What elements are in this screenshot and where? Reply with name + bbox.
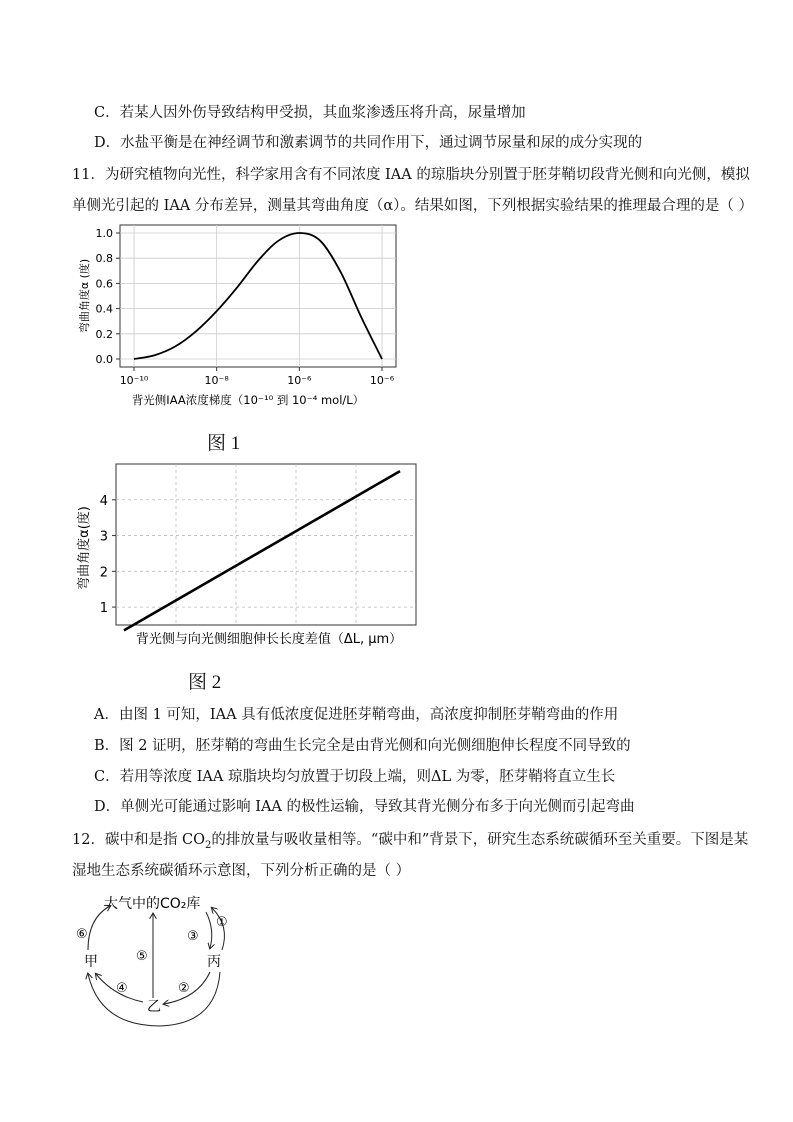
arrow-label-3: ③ [187,929,199,944]
figure2-yticks [100,494,116,616]
co2-pool-label: 大气中的CO₂库 [104,896,201,912]
option-d-previous: D．水盐平衡是在神经调节和激素调节的共同作用下，通过调节尿量和尿的成分实现的 [94,135,643,151]
arrow-label-6: ⑥ [76,927,88,942]
q12-stem-subscript: 2 [205,839,212,851]
arrow-label-2: ② [178,981,190,996]
figure1-ytick-label: 0.0 [95,353,113,366]
q11-stem-line2: 单侧光引起的 IAA 分布差异，测量其弯曲角度（α）。结果如图，下列根据实验结果的推理最合理的是（ ） [72,198,754,214]
q11-stem-line1: 11．为研究植物向光性，科学家用含有不同浓度 IAA 的琼脂块分别置于胚芽鞘切段背光侧和向光侧，模拟 [72,167,750,183]
figure1-ytick-label: 0.2 [95,327,113,341]
figure1-xtick-label: 10⁻⁸ [204,374,229,387]
node-jia: 甲 [84,954,98,970]
figure1-yticks [96,227,121,366]
figure1-ytick-label: 0.8 [95,252,113,266]
option-c-previous: C．若某人因外伤导致结构甲受损，其血浆渗透压将升高，尿量增加 [94,105,526,121]
figure1-xlabel: 背光侧IAA浓度梯度（10⁻¹⁰ 到 10⁻⁴ mol/L） [131,393,365,407]
figure2-ytick-label: 2 [99,565,108,581]
figure1-chart [72,218,402,408]
q11-option-c: C．若用等浓度 IAA 琼脂块均匀放置于切段上端，则ΔL 为零，胚芽鞘将直立生长 [94,769,616,785]
arrow-label-5: ⑤ [136,949,148,964]
figure1-ytick-label: 0.6 [95,277,113,291]
arrow-3 [206,912,212,948]
figure1-xtick-label: 10⁻⁶ [369,374,395,387]
node-bing: 丙 [207,954,221,970]
figure2-ylabel: 弯曲角度α(度) [77,506,92,590]
q11-option-d: D．单侧光可能通过影响 IAA 的极性运输，导致其背光侧分布多于向光侧而引起弯曲 [94,799,635,815]
arrow-label-1: ① [216,915,228,930]
q11-option-a: A．由图 1 可知，IAA 具有低浓度促进胚芽鞘弯曲，高浓度抑制胚芽鞘弯曲的作用 [94,707,619,723]
figure1-ylabel: 弯曲角度α (度) [78,258,91,334]
q12-stem-line1 [72,830,748,856]
figure1-plot-frame [120,225,396,367]
q12-stem-part2: 的排放量与吸收量相等。“碳中和”背景下，研究生态系统碳循环至关重要。下图是某 [211,832,749,848]
q12-stem-part1: 12．碳中和是指 CO [72,832,206,848]
q11-option-b: B．图 2 证明，胚芽鞘的弯曲生长完全是由背光侧和向光侧细胞伸长程度不同导致的 [94,738,631,754]
figure1-xticks [120,367,395,387]
figure1-xtick-label: 10⁻⁶ [287,374,312,387]
figure2-ytick-label: 3 [99,529,108,545]
figure1-ytick-label: 0.4 [95,302,113,316]
figure1-caption: 图 1 [207,433,241,454]
figure1-ytick-label: 1.0 [95,227,113,240]
figure2-ytick-label: 4 [99,493,108,509]
figure1-xtick-label: 10⁻¹⁰ [119,374,149,387]
figure2-caption: 图 2 [188,672,222,693]
q12-stem-line2: 湿地生态系统碳循环示意图，下列分析正确的是（ ） [72,863,411,879]
carbon-cycle-diagram [70,890,250,1030]
arrow-6 [88,906,110,950]
node-yi: 乙 [147,999,161,1015]
figure2-xlabel: 背光侧与向光侧细胞伸长长度差值（ΔL, μm） [135,632,403,647]
arrow-label-4: ④ [116,981,128,996]
figure2-chart [72,458,422,653]
figure2-ytick-label: 1 [99,601,108,617]
